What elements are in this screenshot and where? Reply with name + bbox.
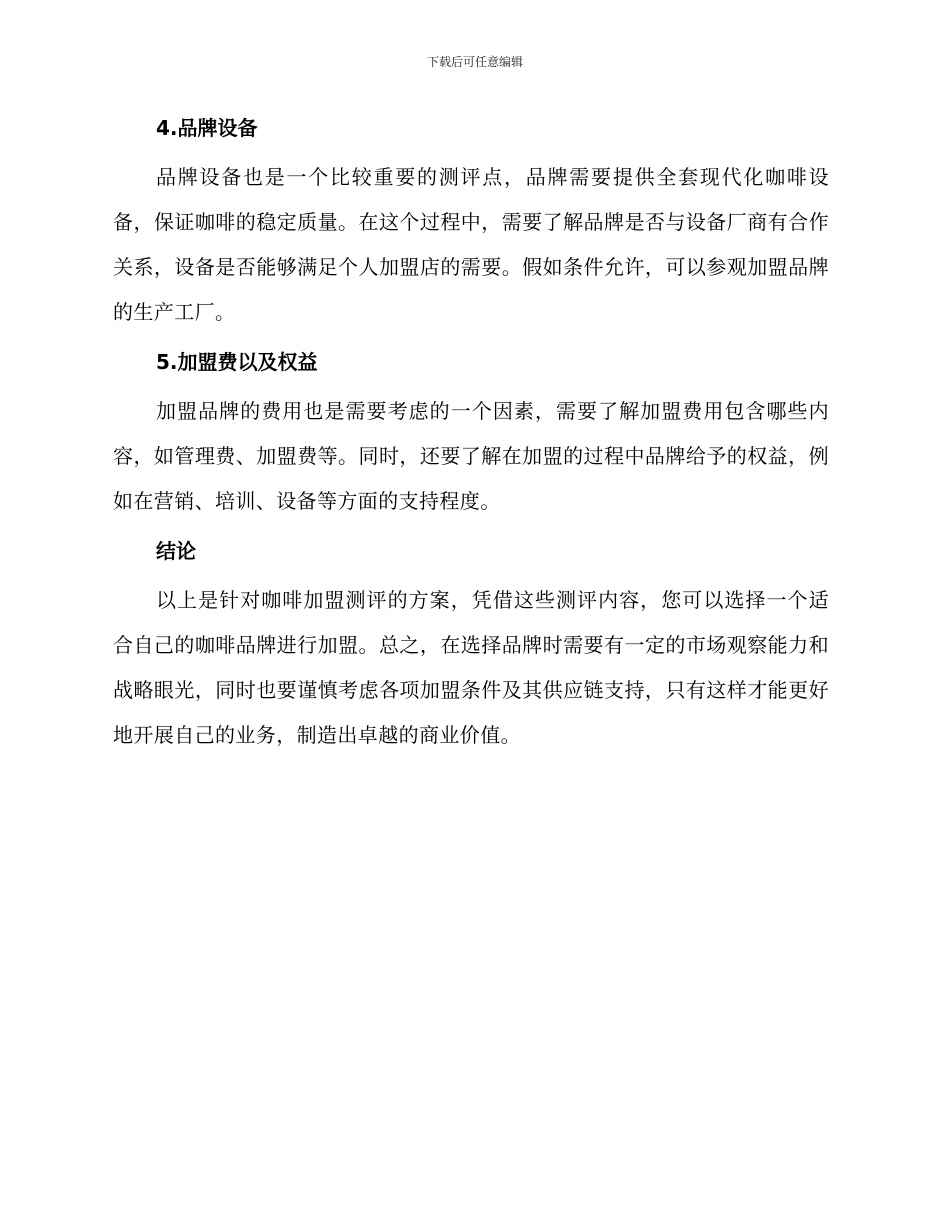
paragraph-brand-equipment: 品牌设备也是一个比较重要的测评点，品牌需要提供全套现代化咖啡设备，保证咖啡的稳定质量。在这个过程中，需要了解品牌是否与设备厂商有合作关系，设备是否能够满足个人加盟店的需要。假如条件允许，可以参观加盟品牌的生产工厂。 [113,165,829,324]
section-heading-franchise-fee: 5.加盟费以及权益 [156,350,318,374]
paragraph-conclusion: 以上是针对咖啡加盟测评的方案，凭借这些测评内容，您可以选择一个适合自己的咖啡品牌进行加盟。总之，在选择品牌时需要有一定的市场观察能力和战略眼光，同时也要谨慎考虑各项加盟条件及其供应链支持，只有这样才能更好地开展自己的业务，制造出卓越的商业价值。 [113,588,829,747]
document-body [113,112,829,769]
section-heading-brand-equipment: 4.品牌设备 [156,116,258,140]
paragraph-franchise-fee: 加盟品牌的费用也是需要考虑的一个因素，需要了解加盟费用包含哪些内容，如管理费、加盟费等。同时，还要了解在加盟的过程中品牌给予的权益，例如在营销、培训、设备等方面的支持程度。 [113,399,829,513]
section-heading-conclusion: 结论 [156,539,196,563]
page-header: 下载后可任意编辑 [426,55,523,69]
